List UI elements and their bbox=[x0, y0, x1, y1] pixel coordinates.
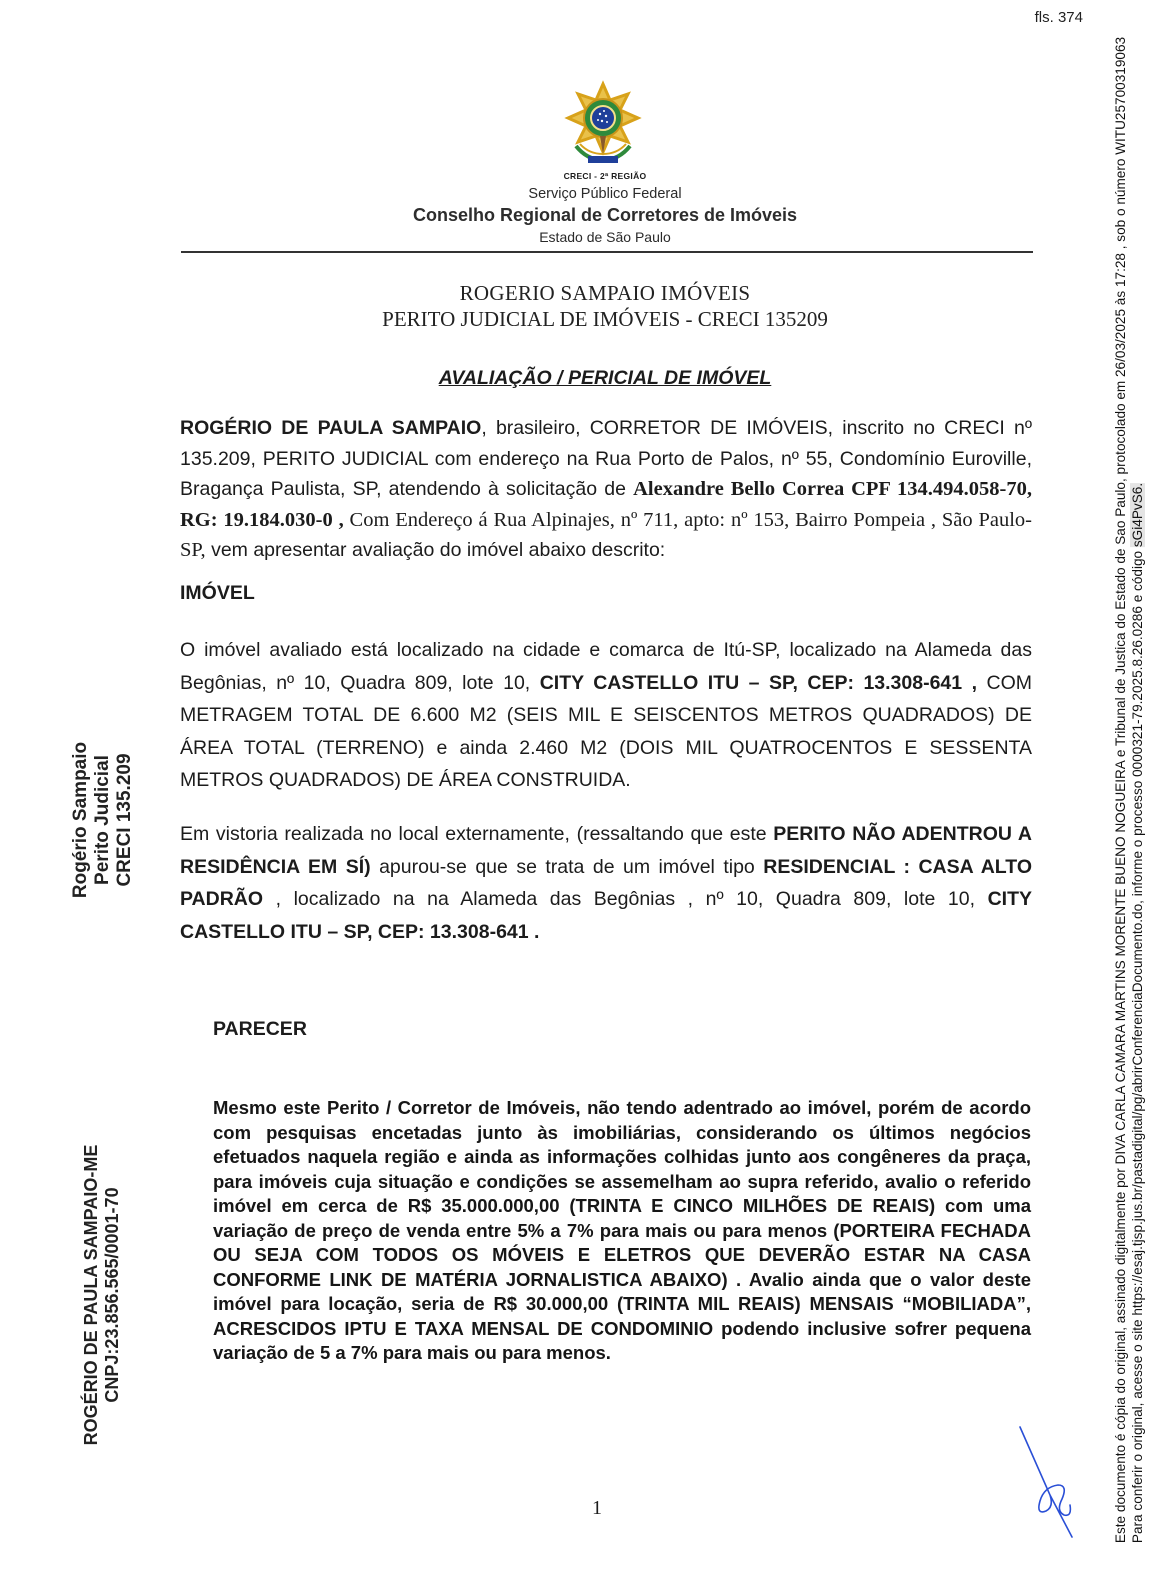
document-title: AVALIAÇÃO / PERICIAL DE IMÓVEL bbox=[438, 367, 772, 389]
intro-text-2: Com Endereço á Rua Alpinajes, nº 711, apto: nº 153, Bairro Pompeia , São Paulo-SP, bbox=[180, 508, 1032, 561]
verification-code: sGi4PvS6. bbox=[1130, 482, 1145, 548]
appraiser-name: ROGÉRIO DE PAULA SAMPAIO bbox=[180, 417, 482, 439]
section-heading-imovel: IMÓVEL bbox=[180, 582, 255, 604]
company-stamp bbox=[72, 1125, 132, 1465]
property-description-paragraph bbox=[180, 634, 1032, 797]
inspection-bold-3: CITY CASTELLO ITU – SP, CEP: 13.308-641 . bbox=[180, 888, 1032, 943]
section-heading-parecer: PARECER bbox=[213, 1018, 307, 1040]
margin-line-2-text: Para conferir o original, acesse o site https://esaj.tjsp.jus.br/pastadigital/pg/abrirConferenciaDocumento.do, informe o processo 0000321-79.2025.8.26.0286 e código bbox=[1130, 547, 1145, 1544]
intro-text-1: , brasileiro, CORRETOR DE IMÓVEIS, inscrito no CRECI nº 135.209, PERITO JUDICIAL com endereço na Rua Porto de Palos, nº 55, Condomínio Euroville, Bragança Paulista, SP, atendendo à solicitação de bbox=[180, 417, 1032, 500]
margin-line-2 bbox=[1129, 37, 1146, 1543]
federal-service-label: Serviço Público Federal bbox=[528, 186, 682, 202]
stamp-line-name: Rogério Sampaio bbox=[70, 741, 91, 899]
intro-text-3: vem apresentar avaliação do imóvel abaixo descrito: bbox=[205, 539, 666, 561]
header-divider bbox=[181, 251, 1033, 253]
page-number: 1 bbox=[592, 1497, 602, 1519]
inspection-text-1: Em vistoria realizada no local externamente, (ressaltando que este bbox=[180, 823, 774, 845]
folio-number: fls. 374 bbox=[1034, 9, 1083, 26]
property-address-bold: CITY CASTELLO ITU – SP, CEP: 13.308-641 , bbox=[539, 671, 978, 694]
property-text-2: COM METRAGEM TOTAL DE 6.600 M2 (SEIS MIL E SEISCENTOS METROS QUADRADOS) DE ÁREA TOTAL (TERRENO) e ainda 2.460 M2 (DOIS MIL QUATROCENTOS E SESSENTA METROS QUADRADOS) DE ÁREA CONSTRUIDA. bbox=[180, 671, 1032, 791]
creci-coat-of-arms-logo bbox=[562, 80, 644, 168]
council-name: Conselho Regional de Corretores de Imóveis bbox=[412, 205, 798, 225]
company-stamp-cnpj: CNPJ:23.856.565/0001-70 bbox=[102, 1187, 122, 1403]
creci-region-label: CRECI - 2ª REGIÃO bbox=[563, 171, 647, 181]
stamp-line-creci: CRECI 135.209 bbox=[114, 753, 135, 887]
margin-line-1: Este documento é cópia do original, assinado digitalmente por DIVA CARLA CAMARA MARTINS MORENTE BUENO NOGUEIRA e Tribunal de Justica do Estado de Sao Paulo, protocolado em 26/03/2025 às 17:28 , sob o número WITU25700319063 bbox=[1113, 36, 1128, 1544]
firm-subtitle: PERITO JUDICIAL DE IMÓVEIS - CRECI 135209 bbox=[382, 307, 828, 331]
handwritten-signature bbox=[1010, 1425, 1080, 1545]
digital-signature-margin bbox=[1093, 0, 1165, 1581]
inspection-text-3: , localizado na na Alameda das Begônias , nº 10, Quadra 809, lote 10, bbox=[263, 888, 988, 910]
stamp-line-role: Perito Judicial bbox=[92, 755, 113, 885]
state-label: Estado de São Paulo bbox=[539, 229, 671, 245]
firm-name: ROGERIO SAMPAIO IMÓVEIS bbox=[459, 281, 751, 305]
inspection-bold-2: RESIDENCIAL : CASA ALTO PADRÃO bbox=[180, 855, 1032, 910]
intro-paragraph bbox=[180, 413, 1032, 566]
inspection-paragraph bbox=[180, 818, 1032, 948]
inspection-bold-1: PERITO NÃO ADENTROU A RESIDÊNCIA EM SÍ) bbox=[180, 823, 1032, 878]
company-stamp-name: ROGÉRIO DE PAULA SAMPAIO-ME bbox=[81, 1144, 101, 1446]
property-text-1: O imóvel avaliado está localizado na cidade e comarca de Itú-SP, localizado na Alameda das Begônias, nº 10, Quadra 809, lote 10, bbox=[180, 639, 1032, 694]
appraiser-stamp bbox=[63, 740, 143, 900]
client-identification: Alexandre Bello Correa CPF 134.494.058-70, RG: 19.184.030-0 , bbox=[180, 478, 1032, 531]
inspection-text-2: apurou-se que se trata de um imóvel tipo bbox=[370, 855, 764, 878]
opinion-paragraph: Mesmo este Perito / Corretor de Imóveis, não tendo adentrado ao imóvel, porém de acordo com pesquisas encetadas junto às imobiliárias, considerando os últimos negócios efetuados naquela região e ainda as informações colhidas junto aos congêneres da praça, para imóveis cuja situação e condições se assemelham ao supra referido, avalio o referido imóvel em cerca de R$ 35.000.000,00 (TRINTA E CINCO MILHÕES DE REAIS) com uma variação de preço de venda entre 5% a 7% para mais ou para menos (PORTEIRA FECHADA OU SEJA COM TODOS OS MÓVEIS E ELETROS QUE DEVERÃO ESTAR NA CASA CONFORME LINK DE MATÉRIA JORNALISTICA ABAIXO) . Avalio ainda que o valor deste imóvel para locação, seria de R$ 30.000,00 (TRINTA MIL REAIS) MENSAIS “MOBILIADA”, ACRESCIDOS IPTU E TAXA MENSAL DE CONDOMINIO podendo inclusive sofrer pequena variação de 5 a 7% para mais ou para menos. bbox=[213, 1097, 1031, 1363]
